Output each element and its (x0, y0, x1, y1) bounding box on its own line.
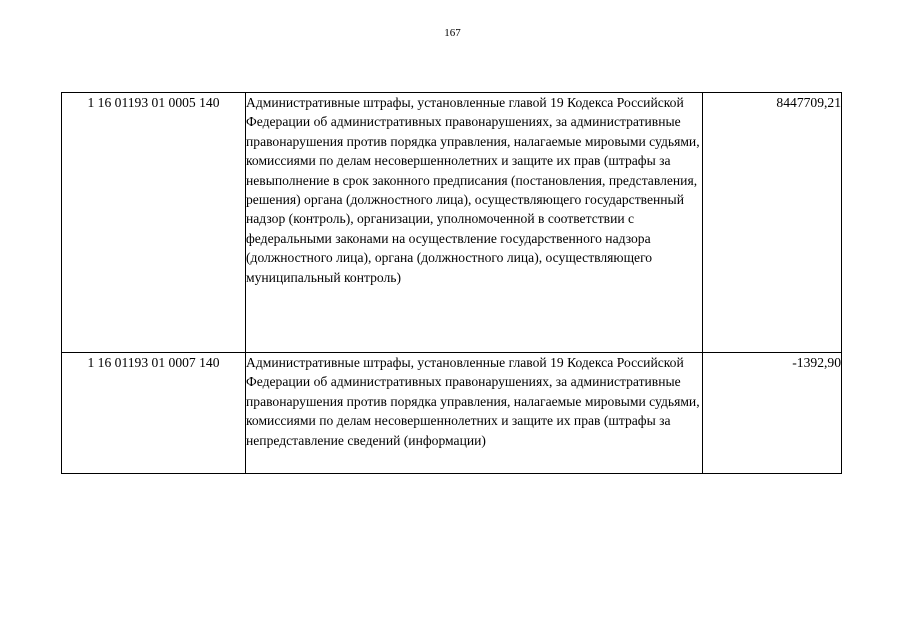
table-row (62, 353, 842, 474)
budget-classification-table (61, 92, 842, 474)
description-cell: Административные штрафы, установленные главой 19 Кодекса Российской Федерации об административных правонарушениях, за административные правонарушения против порядка управления, налагаемые мировыми судьями, комиссиями по делам несовершеннолетних и защите их прав (штрафы за непредставление сведений (информации) (246, 353, 703, 474)
description-cell: Административные штрафы, установленные главой 19 Кодекса Российской Федерации об административных правонарушениях, за административные правонарушения против порядка управления, налагаемые мировыми судьями, комиссиями по делам несовершеннолетних и защите их прав (штрафы за невыполнение в срок законного предписания (постановления, представления, решения) органа (должностного лица), осуществляющего государственный надзор (контроль), организации, уполномоченной в соответствии с федеральными законами на осуществление государственного надзора (должностного лица), органа (должностного лица), осуществляющего муниципальный контроль) (246, 93, 703, 353)
amount-cell: 8447709,21 (703, 93, 842, 353)
amount-cell: -1392,90 (703, 353, 842, 474)
classification-code-cell: 1 16 01193 01 0005 140 (62, 93, 246, 353)
page-number: 167 (444, 27, 461, 39)
table-row (62, 93, 842, 353)
table-body (62, 93, 842, 474)
classification-code-cell: 1 16 01193 01 0007 140 (62, 353, 246, 474)
